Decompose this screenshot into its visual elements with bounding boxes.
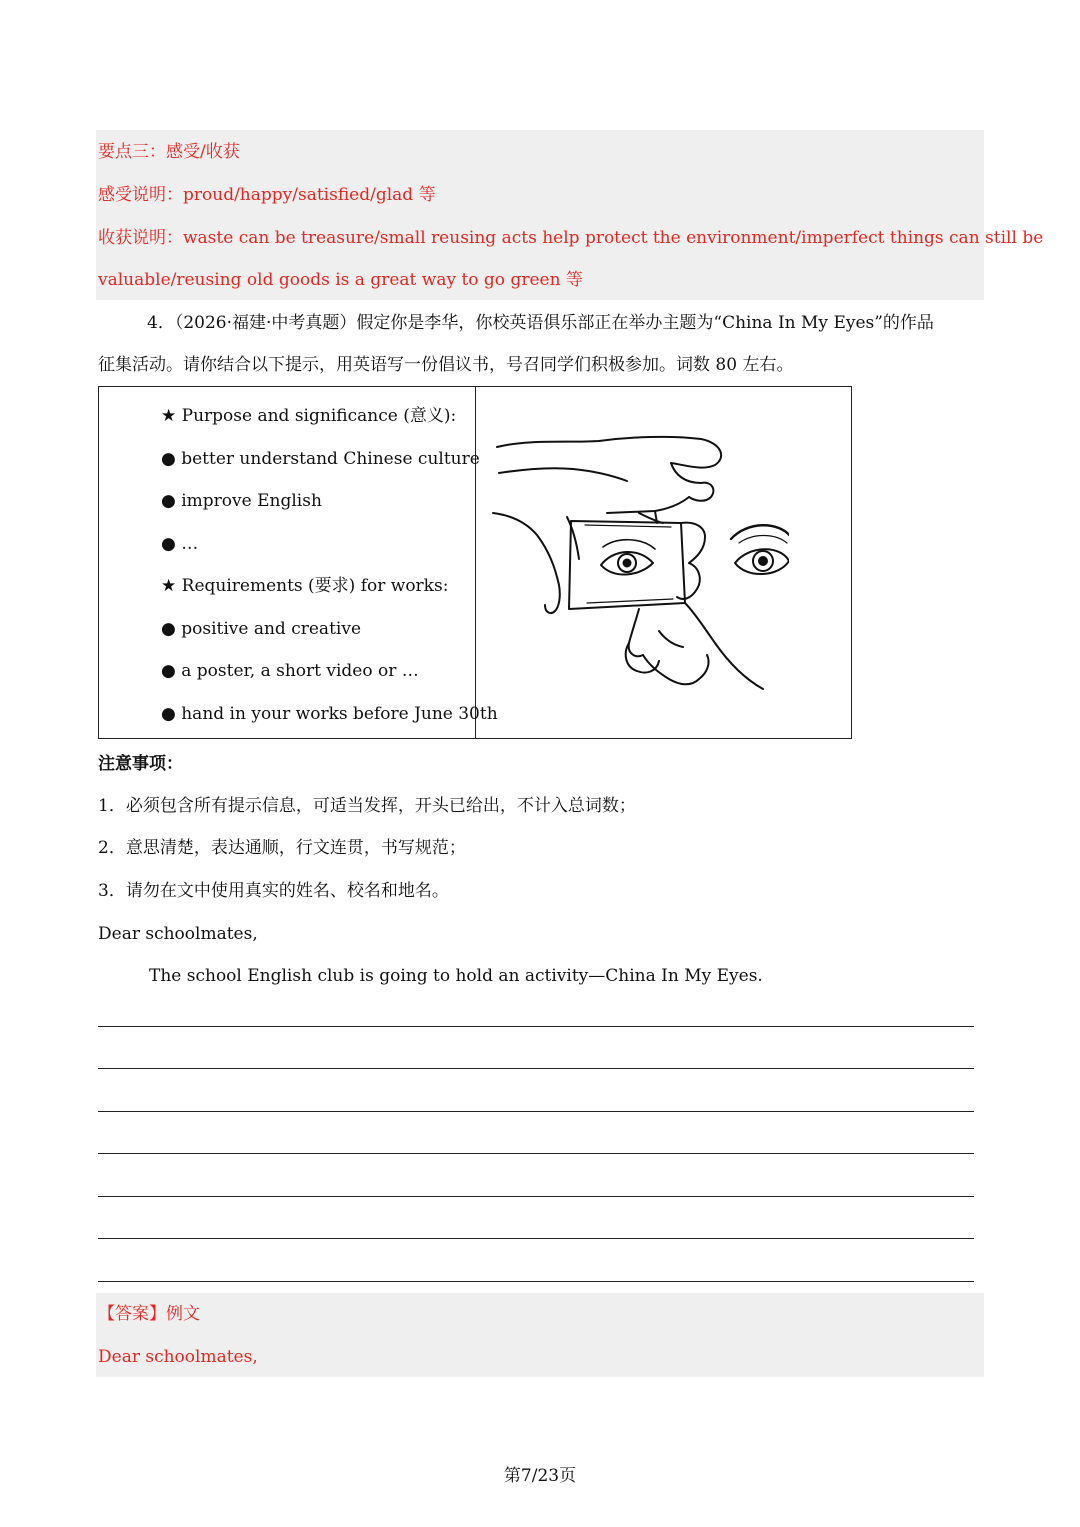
answer-salutation: Dear schoolmates,	[98, 1347, 258, 1367]
answer-point-title: 要点三：感受/收获	[98, 142, 240, 162]
tip-item: ● hand in your works before June 30th	[161, 704, 498, 724]
tip-item: ● positive and creative	[161, 619, 361, 639]
question-text-continued: 征集活动。请你结合以下提示，用英语写一份倡议书，号召同学们积极参加。词数 80 左右。	[98, 355, 794, 375]
letter-salutation: Dear schoolmates,	[98, 924, 258, 944]
tip-item: ● improve English	[161, 491, 322, 511]
note-item: 3．请勿在文中使用真实的姓名、校名和地名。	[98, 881, 449, 901]
tip-purpose-heading: ★ Purpose and significance (意义):	[161, 406, 457, 426]
writing-line[interactable]	[98, 1026, 974, 1027]
notes-title: 注意事项：	[98, 754, 183, 774]
hands-framing-eyes-illustration	[489, 417, 789, 697]
answer-gain-line: 收获说明：waste can be treasure/small reusing acts help protect the environment/imperfect things can still be	[98, 228, 1044, 248]
writing-line[interactable]	[98, 1153, 974, 1154]
tip-item: ● …	[161, 534, 199, 554]
prompt-table	[98, 386, 852, 739]
page-number: 第7/23页	[503, 1466, 577, 1486]
tip-item: ● a poster, a short video or …	[161, 661, 419, 681]
note-item: 1．必须包含所有提示信息，可适当发挥，开头已给出，不计入总词数；	[98, 796, 636, 816]
note-item: 2．意思清楚，表达通顺，行文连贯，书写规范；	[98, 838, 466, 858]
writing-line[interactable]	[98, 1068, 974, 1069]
writing-line[interactable]	[98, 1238, 974, 1239]
question-text: 4．（2026·福建·中考真题）假定你是李华，你校英语俱乐部正在举办主题为“China In My Eyes”的作品	[147, 313, 934, 333]
writing-line[interactable]	[98, 1111, 974, 1112]
letter-opening: The school English club is going to hold an activity—China In My Eyes.	[149, 966, 763, 986]
answer-gain-line-continued: valuable/reusing old goods is a great way to go green 等	[98, 270, 583, 290]
answer-label: 【答案】例文	[98, 1304, 200, 1324]
tip-requirements-heading: ★ Requirements (要求) for works:	[161, 576, 449, 596]
writing-line[interactable]	[98, 1281, 974, 1282]
writing-line[interactable]	[98, 1196, 974, 1197]
tip-item: ● better understand Chinese culture	[161, 449, 480, 469]
answer-feeling-line: 感受说明：proud/happy/satisfied/glad 等	[98, 185, 436, 205]
table-divider	[475, 387, 476, 738]
